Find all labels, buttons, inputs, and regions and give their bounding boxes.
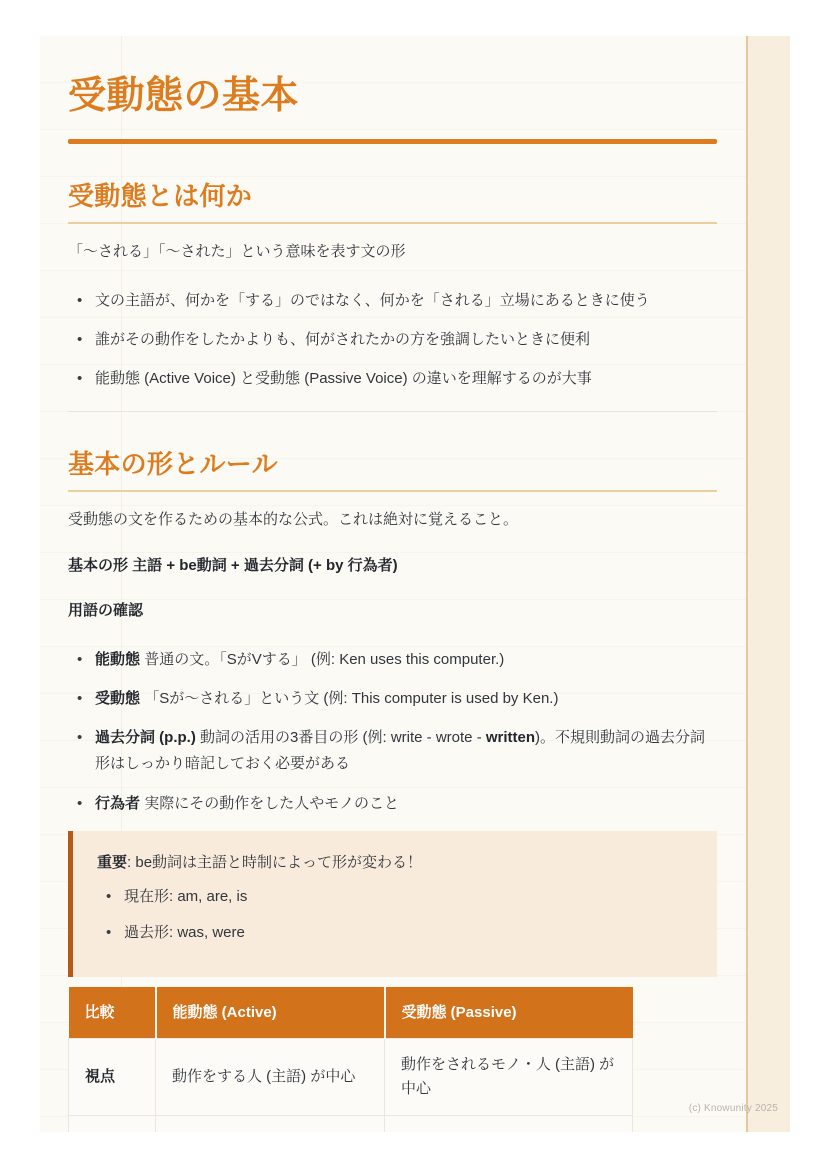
term-label: 過去分詞 (p.p.) — [95, 729, 196, 747]
comparison-table — [68, 987, 633, 1132]
section-underline — [68, 222, 717, 224]
term-label: 受動態 — [95, 689, 141, 707]
passive-cell — [385, 1116, 633, 1132]
term-label: 行為者 — [95, 794, 141, 812]
callout-heading — [97, 851, 693, 874]
term-item — [68, 791, 717, 817]
formula-line: 基本の形 主語 + be動詞 + 過去分詞 (+ by 行為者) — [68, 556, 398, 574]
section-heading-basic-form: 基本の形とルール — [68, 448, 278, 479]
important-callout — [68, 831, 717, 977]
row-label-cell: 視点 — [69, 1039, 156, 1116]
active-cell — [156, 1116, 385, 1132]
intro-paragraph: 「〜される」「〜された」という意味を表す文の形 — [68, 243, 406, 261]
bullet-item: • 能動態 (Active Voice) と受動態 (Passive Voice) の違いを理解するのが大事 — [68, 366, 717, 392]
callout-label: 重要 — [97, 853, 128, 871]
page-content — [40, 36, 790, 1132]
section-divider — [68, 411, 717, 412]
bullet-list — [68, 288, 717, 393]
term-desc: 「Sが〜される」という文 (例: This computer is used by Ken.) — [144, 689, 559, 707]
table-row — [69, 1039, 633, 1116]
intro-paragraph: 受動態の文を作るための基本的な公式。これは絶対に覚えること。 — [68, 511, 519, 529]
table-header-row — [69, 987, 633, 1039]
callout-item: • 過去形: was, were — [97, 920, 693, 946]
callout-item: • 現在形: am, are, is — [97, 884, 693, 910]
term-desc: 動詞の活用の3番目の形 (例: write - wrote - — [200, 729, 486, 747]
terms-heading: 用語の確認 — [68, 602, 144, 620]
page-title: 受動態の基本 — [68, 75, 300, 117]
table-header-cell: 受動態 (Passive) — [385, 987, 633, 1039]
term-item — [68, 725, 717, 778]
table-header-cell: 能動態 (Active) — [156, 987, 385, 1039]
term-desc: )。不規則動詞の過去分詞形はしっかり暗記しておく必要がある — [95, 729, 706, 773]
title-rule — [68, 139, 717, 144]
term-item — [68, 647, 717, 673]
document-page — [40, 36, 790, 1132]
term-label: 能動態 — [95, 650, 141, 668]
section-heading-what-is-passive: 受動態とは何か — [68, 180, 253, 211]
table-header-cell: 比較 — [69, 987, 156, 1039]
term-desc-bold: written — [485, 729, 536, 747]
term-desc: 実際にその動作をした人やモノのこと — [144, 794, 400, 812]
active-cell: 動作をする人 (主語) が中心 — [156, 1039, 385, 1116]
bullet-item: • 文の主語が、何かを「する」のではなく、何かを「される」立場にあるときに使う — [68, 288, 717, 314]
terms-list — [68, 647, 717, 817]
callout-bullet-list — [97, 884, 693, 945]
row-label-cell — [69, 1116, 156, 1132]
table-row-cutoff — [69, 1116, 633, 1132]
term-item — [68, 686, 717, 712]
bullet-item: • 誰がその動作をしたかよりも、何がされたかの方を強調したいときに便利 — [68, 327, 717, 353]
passive-cell: 動作をされるモノ・人 (主語) が中心 — [385, 1039, 633, 1116]
callout-text: : be動詞は主語と時制によって形が変わる！ — [127, 853, 423, 871]
term-desc: 普通の文。「SがVする」 (例: Ken uses this computer.) — [144, 650, 505, 668]
watermark: (c) Knowunity 2025 — [688, 1103, 778, 1114]
section-underline — [68, 490, 717, 492]
